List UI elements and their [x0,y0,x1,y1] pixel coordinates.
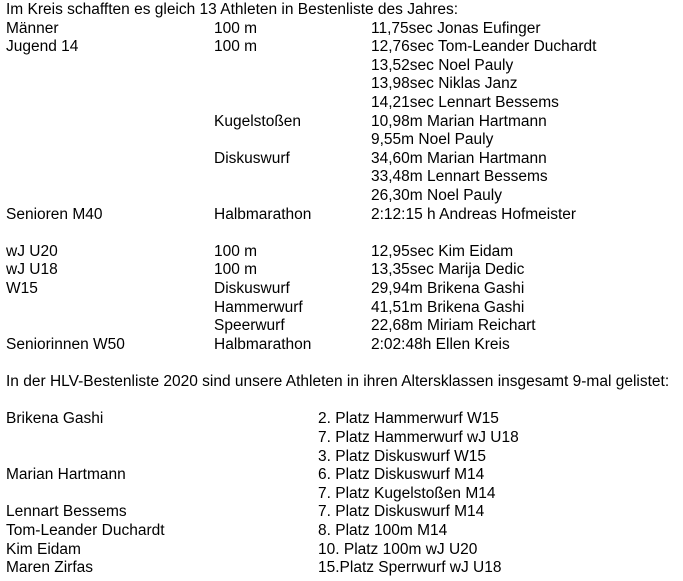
placement-cell: 3. Platz Diskuswurf W15 [318,447,486,465]
discipline-cell: Kugelstoßen [214,112,302,130]
group-cell: Männer [6,19,59,37]
table-row [0,317,683,336]
athlete-name: Marian Hartmann [427,149,547,167]
discipline-cell: 100 m [214,19,258,37]
athlete-cell: Marian Hartmann [6,466,126,484]
result-cell: 2:12:15 h Andreas Hofmeister [371,205,577,223]
placement-cell: 7. Platz Kugelstoßen M14 [318,484,496,502]
result-cell: 33,48m Lennart Bessems [371,168,548,186]
table-row [0,541,683,560]
discipline-cell: Speerwurf [214,317,285,335]
table-row [0,94,683,113]
athlete-name: Kim Eidam [438,242,514,260]
athlete-cell: Tom-Leander Duchardt [6,522,165,539]
discipline-cell: Hammerwurf [214,298,303,316]
result-cell: 29,94m Brikena Gashi [371,280,525,297]
athlete-cell: Kim Eidam [6,540,81,558]
result-cell: 13,35sec Marija Dedic [371,261,525,279]
table-row [0,243,683,262]
table-row [0,20,683,39]
athlete-name: Jonas Eufinger [437,19,541,37]
athlete-name: Brikena Gashi [427,280,525,297]
athlete-name: Lennart Bessems [427,168,548,186]
discipline-cell: 100 m [214,38,258,56]
table-row [0,503,683,522]
table-row [0,113,683,132]
table-row [0,280,683,299]
result-cell: 10,98m Marian Hartmann [371,112,547,130]
athlete-name: Lennart Bessems [438,94,559,111]
placement-cell: 6. Platz Diskuswurf M14 [318,466,485,484]
result-cell: 26,30m Noel Pauly [371,187,502,204]
table-row [0,206,683,225]
group-cell: Senioren M40 [6,205,103,223]
placement-cell: 2. Platz Hammerwurf W15 [318,410,499,428]
athlete-cell: Maren Zirfas [6,559,93,577]
discipline-cell: Diskuswurf [214,280,290,297]
table-row [0,299,683,318]
table-row [0,522,683,541]
table-row [0,448,683,467]
discipline-cell: 100 m [214,261,258,279]
group-cell: Seniorinnen W50 [6,335,125,353]
table-row [0,410,683,429]
table-row [0,559,683,578]
placement-cell: 10. Platz 100m wJ U20 [318,540,478,558]
athlete-name: Ellen Kreis [435,335,510,353]
athlete-cell: Lennart Bessems [6,503,127,521]
athlete-name: Andreas Hofmeister [439,205,577,223]
placement-cell: 8. Platz 100m M14 [318,522,448,539]
table-row [0,75,683,94]
placement-cell: 7. Platz Diskuswurf M14 [318,503,485,521]
table-row [0,150,683,169]
discipline-cell: Halbmarathon [214,205,312,223]
group-cell: wJ U20 [6,242,58,260]
athlete-name: Brikena Gashi [427,298,525,316]
table-row [0,336,683,355]
group-cell: W15 [6,280,38,297]
discipline-cell: Halbmarathon [214,335,312,353]
athlete-name: Noel Pauly [438,56,514,74]
result-cell: 12,76sec Tom-Leander Duchardt [371,38,597,56]
discipline-cell: 100 m [214,242,258,260]
hlv-intro-paragraph: In der HLV-Bestenliste 2020 sind unsere Athleten in ihren Altersklassen insgesamt 9-mal gelistet: [6,373,670,390]
intro-line: Im Kreis schafften es gleich 13 Athleten in Bestenliste des Jahres: [6,1,459,18]
result-cell: 41,51m Brikena Gashi [371,298,525,316]
group-cell: wJ U18 [6,261,58,279]
athlete-name: Noel Pauly [427,187,502,204]
athlete-name: Miriam Reichart [427,317,536,335]
table-row [0,131,683,150]
table-row [0,187,683,206]
table-row [0,38,683,57]
group-cell: Jugend 14 [6,38,79,56]
result-cell: 34,60m Marian Hartmann [371,149,547,167]
result-cell: 13,52sec Noel Pauly [371,56,514,74]
table-row [0,57,683,76]
athlete-cell: Brikena Gashi [6,410,104,428]
result-cell: 12,95sec Kim Eidam [371,242,514,260]
athlete-name: Niklas Janz [438,75,518,93]
athlete-name: Noel Pauly [418,131,494,149]
result-cell: 14,21sec Lennart Bessems [371,94,559,111]
result-cell: 13,98sec Niklas Janz [371,75,518,93]
placement-cell: 7. Platz Hammerwurf wJ U18 [318,429,519,446]
table-row [0,485,683,504]
athlete-name: Marija Dedic [438,261,525,279]
table-row [0,168,683,187]
table-row [0,466,683,485]
result-cell: 11,75sec Jonas Eufinger [371,19,541,37]
athlete-name: Marian Hartmann [427,112,547,130]
athlete-name: Tom-Leander Duchardt [437,38,597,56]
placement-cell: 15.Platz Sperrwurf wJ U18 [318,559,502,577]
result-cell: 22,68m Miriam Reichart [371,317,536,335]
result-cell: 9,55m Noel Pauly [371,131,494,149]
table-row [0,429,683,448]
table-row [0,261,683,280]
result-cell: 2:02:48h Ellen Kreis [371,335,510,353]
discipline-cell: Diskuswurf [214,149,290,167]
